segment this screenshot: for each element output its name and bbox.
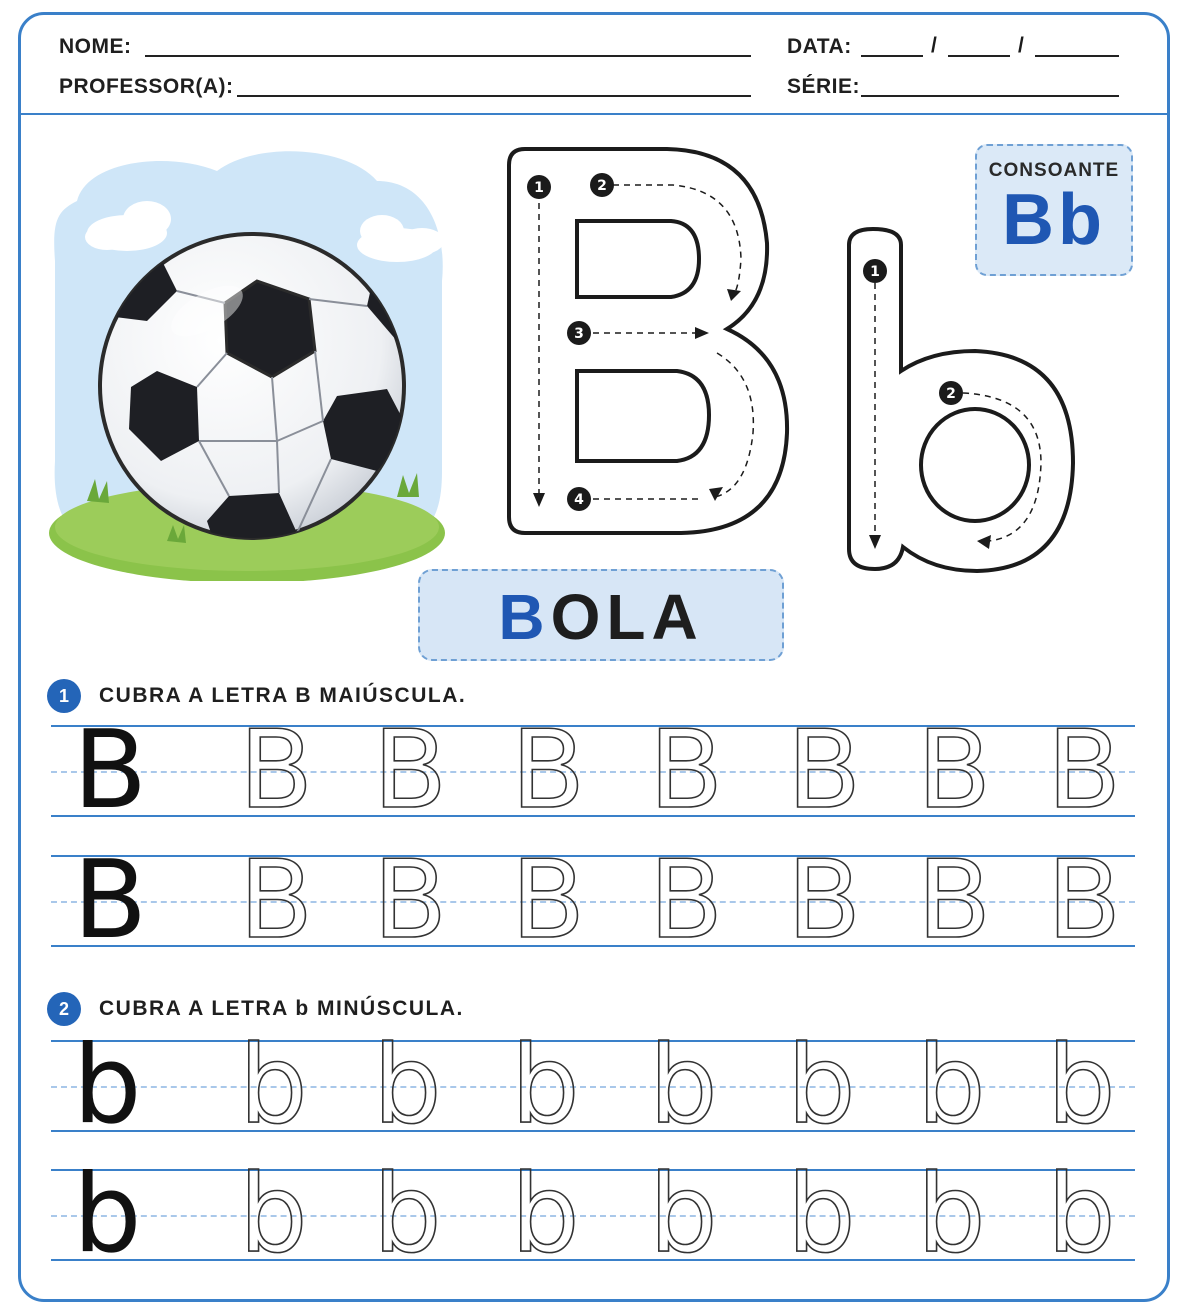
consonant-label: CONSOANTE [988,160,1120,181]
trace-letter[interactable]: B [649,708,724,833]
step-number: 1 [870,264,880,280]
consonant-upper: B [1002,180,1058,260]
section-title [47,992,464,1026]
model-letter: b [73,1152,142,1277]
trace-letter[interactable]: B [1047,838,1122,963]
section-instruction: CUBRA A LETRA b MINÚSCULA. [99,997,464,1020]
name-field[interactable] [145,55,751,57]
soccer-ball-icon [47,141,447,581]
trace-letter[interactable]: b [511,1023,580,1148]
tracing-row [51,1152,1135,1277]
word-banner [418,569,784,661]
step-number: 3 [574,326,584,342]
date-label: DATA: [787,35,852,58]
word-rest: OLA [550,581,704,653]
trace-letter[interactable]: B [1047,708,1122,833]
step-number: 2 [597,178,607,194]
trace-letter[interactable]: b [239,1152,308,1277]
trace-letter[interactable]: B [787,838,862,963]
trace-letter[interactable]: b [917,1023,986,1148]
trace-letter[interactable]: B [787,708,862,833]
trace-letter[interactable]: B [917,708,992,833]
worksheet [18,12,1170,1302]
trace-letter[interactable]: b [511,1152,580,1277]
trace-letter[interactable]: B [511,838,586,963]
worksheet-header [21,15,1167,115]
step-number: 2 [946,386,956,402]
uppercase-b-tracing-guide [495,143,795,539]
name-label: NOME: [59,35,132,58]
section-number-badge: 2 [47,992,81,1026]
date-year-field[interactable] [1035,55,1119,57]
trace-letter[interactable]: b [917,1152,986,1277]
trace-letter[interactable]: b [373,1152,442,1277]
trace-letter[interactable]: b [649,1152,718,1277]
lowercase-b-tracing-guide [841,223,1081,583]
section-instruction: CUBRA A LETRA B MAIÚSCULA. [99,684,467,707]
step-number: 1 [534,180,544,196]
consonant-tag [975,144,1133,276]
trace-letter[interactable]: b [373,1023,442,1148]
date-separator: / [1018,34,1024,57]
trace-letter[interactable]: B [649,838,724,963]
step-number: 4 [574,492,584,508]
trace-letter[interactable]: b [1047,1152,1116,1277]
tracing-row [51,708,1135,833]
model-letter: b [73,1023,142,1148]
date-separator: / [931,34,937,57]
trace-letter[interactable]: B [239,708,314,833]
trace-letter[interactable]: b [787,1023,856,1148]
trace-letter[interactable]: B [373,708,448,833]
model-letter: B [73,838,148,963]
consonant-lower: b [1058,180,1106,260]
grade-field[interactable] [861,95,1119,97]
date-month-field[interactable] [948,55,1010,57]
trace-letter[interactable]: b [649,1023,718,1148]
grade-label: SÉRIE: [787,75,861,98]
trace-letter[interactable]: B [511,708,586,833]
trace-letter[interactable]: B [373,838,448,963]
trace-letter[interactable]: b [239,1023,308,1148]
word-first-letter: B [498,581,551,653]
tracing-row [51,1023,1135,1148]
trace-letter[interactable]: b [1047,1023,1116,1148]
section-number-badge: 1 [47,679,81,713]
teacher-field[interactable] [237,95,751,97]
trace-letter[interactable]: B [917,838,992,963]
trace-letter[interactable]: b [787,1152,856,1277]
consonant-letters [977,180,1131,260]
date-day-field[interactable] [861,55,923,57]
trace-letter[interactable]: B [239,838,314,963]
teacher-label: PROFESSOR(A): [59,75,234,98]
model-letter: B [73,708,148,833]
tracing-row [51,838,1135,963]
